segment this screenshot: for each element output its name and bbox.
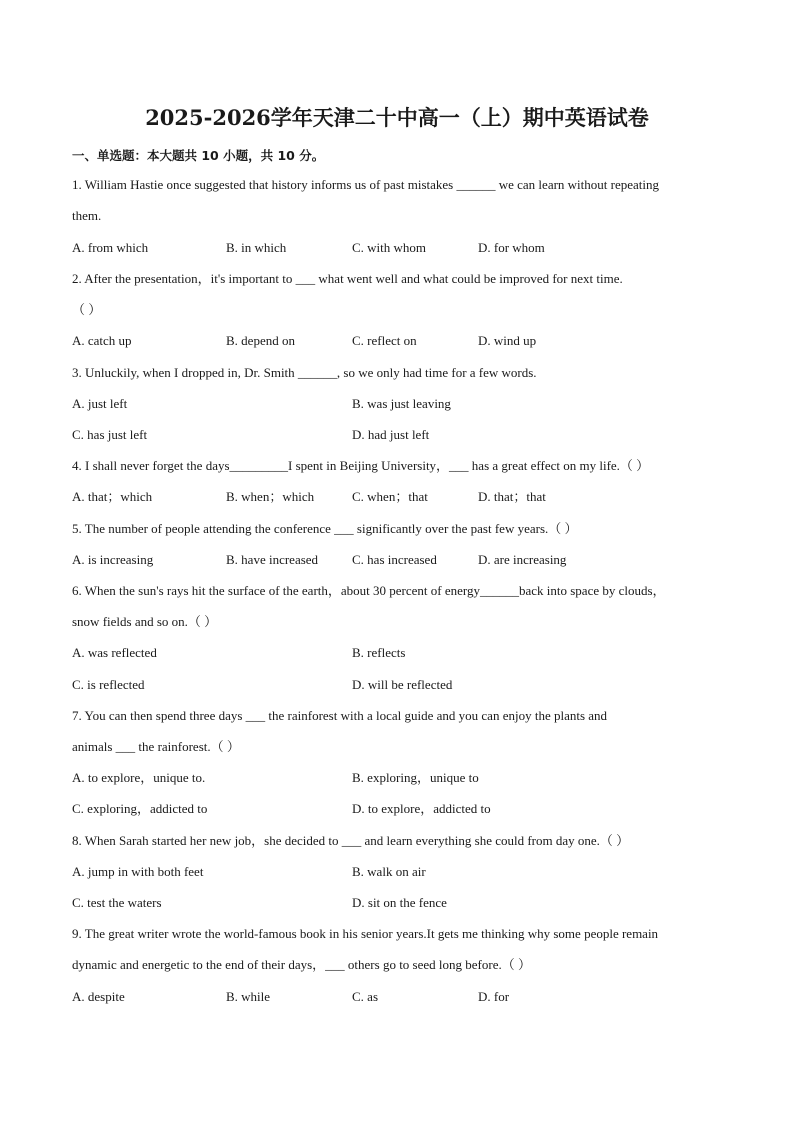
- question-2-option-b: B. depend on: [226, 333, 295, 348]
- question-7-option-d: D. to explore，addicted to: [352, 801, 491, 816]
- question-3-option-b: B. was just leaving: [352, 396, 451, 411]
- question-9-option-a: A. despite: [72, 989, 125, 1004]
- question-7-line-2: animals ___ the rainforest.（ ）: [72, 739, 240, 754]
- question-7-option-c: C. exploring，addicted to: [72, 801, 208, 816]
- question-1-option-a: A. from which: [72, 240, 149, 255]
- question-9-option-c: C. as: [352, 989, 378, 1004]
- question-5-line-1: 5. The number of people attending the conference ___ significantly over the past few years.（ ）: [72, 521, 578, 536]
- question-8-option-b: B. walk on air: [352, 864, 426, 879]
- question-8-option-c: C. test the waters: [72, 895, 162, 910]
- question-6-option-c: C. is reflected: [72, 677, 145, 692]
- page-title: 2025-2026学年天津二十中高一（上）期中英语试卷: [145, 105, 649, 130]
- question-6-line-2: snow fields and so on.（ ）: [72, 614, 218, 629]
- question-9-line-1: 9. The great writer wrote the world-famous book in his senior years.It gets me thinking why some people remain: [72, 926, 659, 941]
- question-3-option-d: D. had just left: [352, 427, 430, 442]
- question-6-option-a: A. was reflected: [72, 645, 157, 660]
- question-2-line-1: 2. After the presentation，it's important to ___ what went well and what could be improved for next time.: [72, 271, 623, 286]
- question-5-option-d: D. are increasing: [478, 552, 567, 567]
- question-3-line-1: 3. Unluckily, when I dropped in, Dr. Smith ______, so we only had time for a few words.: [72, 365, 537, 380]
- question-1-line-2: them.: [72, 208, 102, 223]
- question-3-option-c: C. has just left: [72, 427, 148, 442]
- question-4-option-c: C. when；that: [352, 489, 428, 504]
- question-1-option-c: C. with whom: [352, 240, 427, 255]
- question-8-line-1: 8. When Sarah started her new job，she decided to ___ and learn everything she could from day one.（ ）: [72, 833, 630, 848]
- question-4-option-d: D. that；that: [478, 489, 546, 504]
- question-1-option-d: D. for whom: [478, 240, 545, 255]
- question-1-option-b: B. in which: [226, 240, 287, 255]
- question-9-option-b: B. while: [226, 989, 271, 1004]
- question-4-option-a: A. that；which: [72, 489, 153, 504]
- question-3-option-a: A. just left: [72, 396, 128, 411]
- question-5-option-c: C. has increased: [352, 552, 437, 567]
- question-8-option-d: D. sit on the fence: [352, 895, 447, 910]
- section-heading: 一、单选题：本大题共 10 小题，共 10 分。: [72, 148, 325, 163]
- question-4-line-1: 4. I shall never forget the days_________I spent in Beijing University，___ has a great effect on my life.（ ）: [72, 458, 650, 473]
- question-4-option-b: B. when；which: [226, 489, 315, 504]
- question-5-option-b: B. have increased: [226, 552, 319, 567]
- question-7-line-1: 7. You can then spend three days ___ the rainforest with a local guide and you can enjoy the plants and: [72, 708, 608, 723]
- question-2-option-c: C. reflect on: [352, 333, 417, 348]
- question-2-line-2: （ ）: [72, 302, 102, 317]
- question-6-line-1: 6. When the sun's rays hit the surface of the earth，about 30 percent of energy______back into space by clouds，: [72, 583, 666, 598]
- question-2-option-d: D. wind up: [478, 333, 537, 348]
- question-1-line-1: 1. William Hastie once suggested that history informs us of past mistakes ______ we can learn without repeating: [72, 177, 659, 192]
- question-6-option-d: D. will be reflected: [352, 677, 453, 692]
- question-9-line-2: dynamic and energetic to the end of their days，___ others go to seed long before.（ ）: [72, 957, 531, 972]
- question-2-option-a: A. catch up: [72, 333, 132, 348]
- question-7-option-a: A. to explore，unique to.: [72, 770, 206, 785]
- question-9-option-d: D. for: [478, 989, 510, 1004]
- question-6-option-b: B. reflects: [352, 645, 406, 660]
- question-7-option-b: B. exploring，unique to: [352, 770, 479, 785]
- question-5-option-a: A. is increasing: [72, 552, 154, 567]
- question-8-option-a: A. jump in with both feet: [72, 864, 204, 879]
